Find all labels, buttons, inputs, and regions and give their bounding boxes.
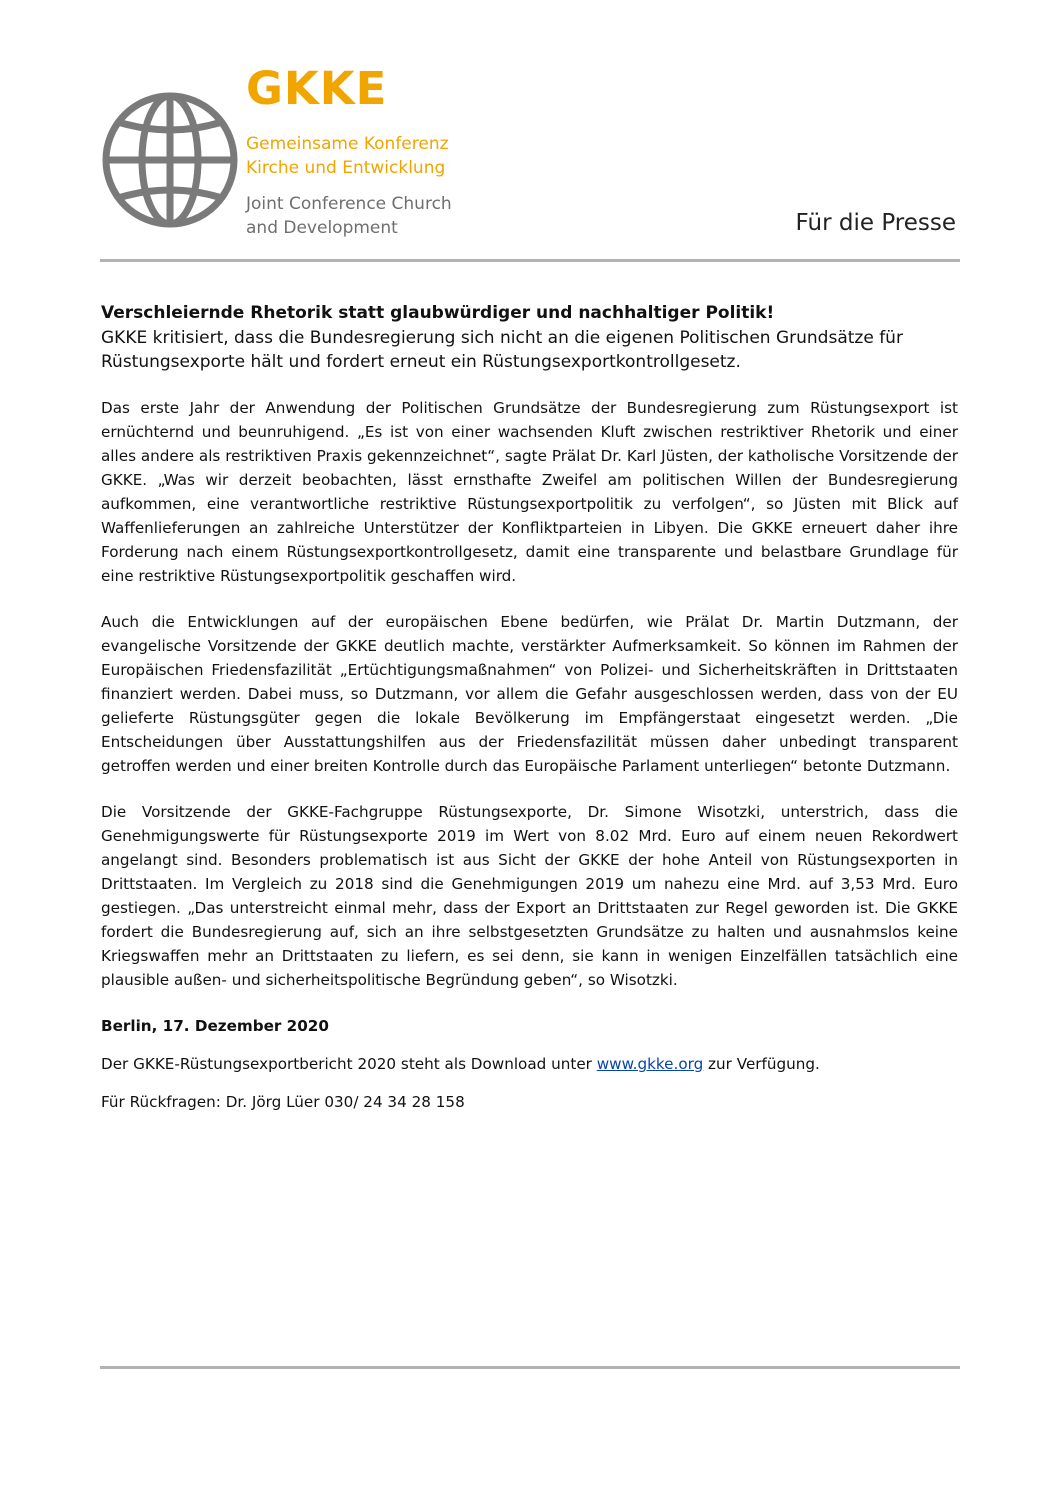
- gkke-website-link[interactable]: www.gkke.org: [596, 1055, 704, 1073]
- footer-divider: [100, 1366, 960, 1369]
- org-name-en-line2: and Development: [246, 218, 398, 238]
- header-divider: [100, 259, 960, 262]
- org-short-name: GKKE: [246, 62, 388, 115]
- org-name-de-line1: Gemeinsame Konferenz: [246, 134, 449, 154]
- dateline: Berlin, 17. Dezember 2020: [101, 1017, 329, 1035]
- download-text-after: zur Verfügung.: [703, 1055, 820, 1073]
- article-body: [101, 300, 958, 1114]
- article-paragraph: Das erste Jahr der Anwendung der Politischen Grundsätze der Bundesregierung zum Rüstungsexport ist ernüchternd und beunruhigend. „Es ist von einer wachsenden Kluft zwischen restriktiver Rhetorik und einer alles andere als restriktiven Praxis gekennzeichnet“, sagte Prälat Dr. Karl Jüsten, der katholische Vorsitzende der GKKE. „Was wir derzeit beobachten, lässt ernsthafte Zweifel am politischen Willen der Bundesregierung aufkommen, eine verantwortliche restriktive Rüstungsexportpolitik zu verfolgen“, so Jüsten mit Blick auf Waffenlieferungen an zahlreiche Unterstützer der Konfliktparteien in Libyen. Die GKKE erneuert daher ihre Forderung nach einem Rüstungsexportkontrollgesetz, damit eine transparente und belastbare Grundlage für eine restriktive Rüstungsexportpolitik geschaffen wird.: [101, 399, 958, 585]
- article-paragraph: Auch die Entwicklungen auf der europäischen Ebene bedürfen, wie Prälat Dr. Martin Dutzmann, der evangelische Vorsitzende der GKKE deutlich machte, verstärkter Aufmerksamkeit. So können im Rahmen der Europäischen Friedensfazilität „Ertüchtigungsmaßnahmen“ von Polizei- und Sicherheitskräften in Drittstaaten finanziert werden. Dabei muss, so Dutzmann, vor allem die Gefahr ausgeschlossen werden, dass von der EU gelieferte Rüstungsgüter gegen die lokale Bevölkerung im Empfängerstaat eingesetzt werden. „Die Entscheidungen über Ausstattungshilfen aus der Friedensfazilität müssen daher unbedingt transparent getroffen werden und einer breiten Kontrolle durch das Europäische Parlament unterliegen“ betonte Dutzmann.: [101, 613, 958, 775]
- download-text-before: Der GKKE-Rüstungsexportbericht 2020 steht als Download unter: [101, 1055, 597, 1073]
- press-label: Für die Presse: [795, 210, 956, 236]
- article-paragraph: Die Vorsitzende der GKKE-Fachgruppe Rüstungsexporte, Dr. Simone Wisotzki, unterstrich, dass die Genehmigungswerte für Rüstungsexporte 2019 im Wert von 8.02 Mrd. Euro auf einem neuen Rekordwert angelangt sind. Besonders problematisch ist aus Sicht der GKKE der hohe Anteil von Rüstungsexporten in Drittstaaten. Im Vergleich zu 2018 sind die Genehmigungen 2019 um nahezu eine Mrd. auf 3,53 Mrd. Euro gestiegen. „Das unterstreicht einmal mehr, dass der Export an Drittstaaten zur Regel geworden ist. Die GKKE fordert die Bundesregierung auf, sich an ihre selbstgesetzten Grundsätze zu halten und ausnahmslos keine Kriegswaffen mehr an Drittstaaten zu liefern, es sei denn, sie kann in wenigen Einzelfällen tatsächlich eine plausible außen- und sicherheitspolitische Begründung geben“, so Wisotzki.: [101, 803, 958, 989]
- download-note: [101, 1052, 958, 1076]
- article-subheadline: GKKE kritisiert, dass die Bundesregierung sich nicht an die eigenen Politischen Grundsätze für Rüstungsexporte hält und fordert erneut ein Rüstungsexportkontrollgesetz.: [101, 328, 903, 372]
- org-name-en-line1: Joint Conference Church: [246, 194, 452, 214]
- contact-info: Für Rückfragen: Dr. Jörg Lüer 030/ 24 34 28 158: [101, 1093, 465, 1111]
- article-headline: Verschleiernde Rhetorik statt glaubwürdiger und nachhaltiger Politik!: [101, 303, 775, 323]
- org-name-de-line2: Kirche und Entwicklung: [246, 158, 446, 178]
- globe-icon: [100, 90, 240, 230]
